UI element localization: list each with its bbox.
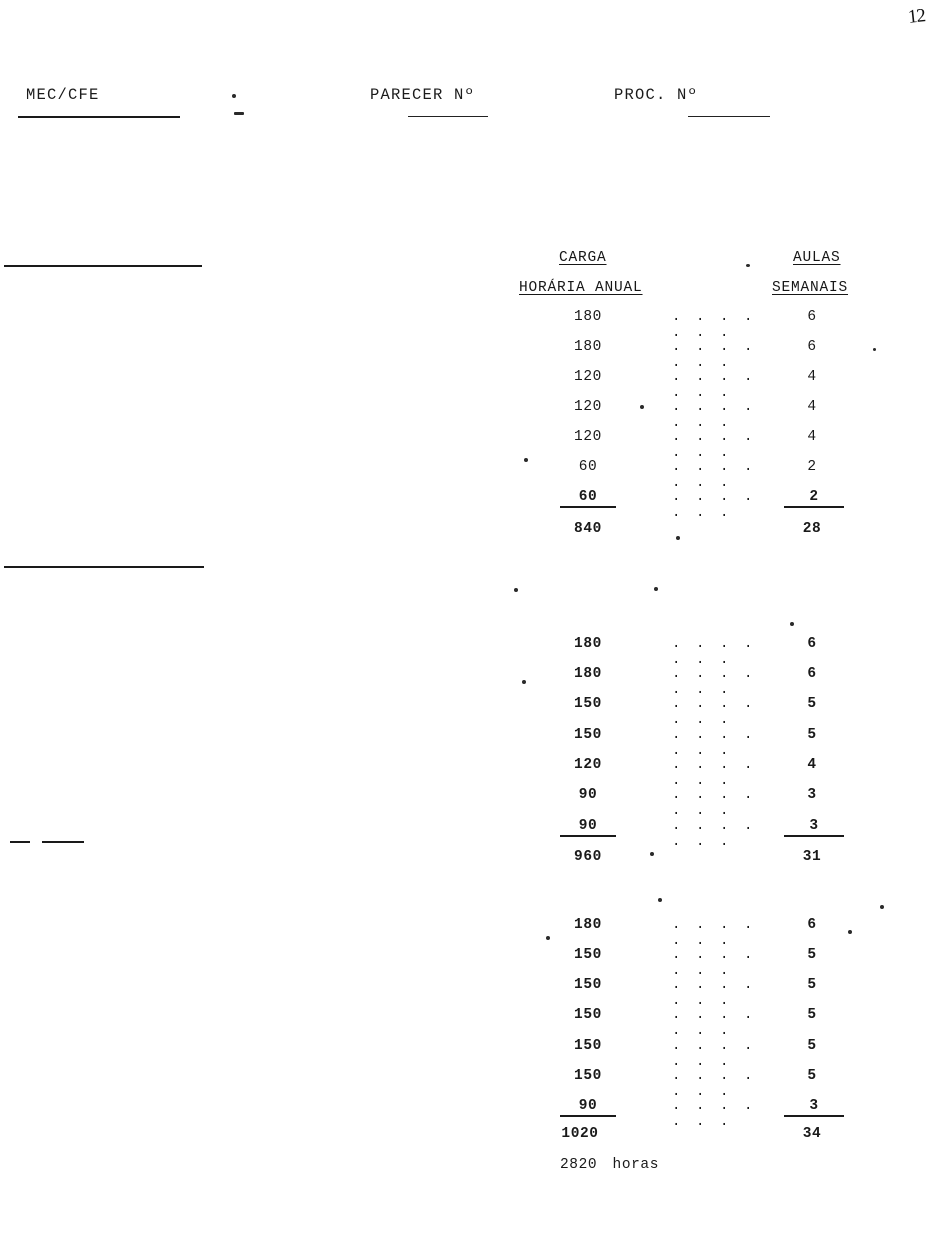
ink-speck — [658, 898, 662, 902]
margin-rule-4 — [42, 841, 84, 843]
table-row — [500, 339, 900, 371]
margin-rule-1 — [4, 265, 202, 267]
cell-hours: 90 — [578, 787, 598, 803]
cell-dots: . . . . . . . — [672, 1038, 757, 1070]
table-row — [500, 947, 900, 979]
cell-weekly: 6 — [807, 339, 817, 355]
ink-speck — [654, 587, 658, 591]
cell-dots: . . . . . . . — [672, 696, 757, 728]
cell-weekly: 5 — [807, 947, 817, 963]
cell-hours: 90 — [560, 818, 616, 837]
cell-hours: 90 — [560, 1098, 616, 1117]
cell-dots: . . . . . . . — [672, 489, 757, 521]
cell-hours: 180 — [574, 917, 602, 933]
cell-dots: . . . . . . . — [672, 399, 757, 431]
table-row — [500, 399, 900, 431]
table-row — [500, 489, 900, 521]
cell-hours: 150 — [574, 1007, 602, 1023]
header-rule-right — [688, 116, 770, 117]
cell-total-hours: 1020 — [561, 1126, 599, 1142]
cell-dots: . . . . . . . — [672, 1007, 757, 1039]
ink-speck — [514, 588, 518, 592]
header-left: MEC/CFE — [26, 86, 100, 104]
cell-hours: 150 — [574, 696, 602, 712]
ink-speck — [790, 622, 794, 626]
header-rule-center — [408, 116, 488, 117]
cell-weekly: 6 — [807, 666, 817, 682]
table-row — [500, 727, 900, 759]
table-row-total — [500, 1126, 900, 1148]
table-row — [500, 757, 900, 789]
grand-total — [560, 1157, 659, 1173]
ink-speck — [880, 905, 884, 909]
margin-rule-2 — [4, 566, 204, 568]
cell-hours: 60 — [560, 489, 616, 508]
cell-dots: . . . . . . . — [672, 666, 757, 698]
cell-dots: . . . . . . . — [672, 917, 757, 949]
table-row — [500, 459, 900, 491]
cell-weekly: 4 — [807, 757, 817, 773]
cell-dots: . . . . . . . — [672, 339, 757, 371]
cell-dots: . . . . . . . — [672, 727, 757, 759]
cell-dots: . . . . . . . — [672, 757, 757, 789]
cell-total-weekly: 34 — [802, 1126, 822, 1142]
cell-dots: . . . . . . . — [672, 369, 757, 401]
table-row — [500, 666, 900, 698]
cell-weekly: 5 — [807, 1068, 817, 1084]
cell-total-hours: 960 — [574, 849, 602, 865]
table-row — [500, 818, 900, 850]
table-row-total — [500, 521, 900, 543]
table-row — [500, 787, 900, 819]
cell-weekly: 4 — [807, 399, 817, 415]
cell-hours: 180 — [574, 309, 602, 325]
table-row — [500, 977, 900, 1009]
ink-speck — [234, 112, 244, 115]
column-header-semanais: SEMANAIS — [772, 280, 849, 296]
ink-speck — [746, 264, 750, 267]
cell-hours: 150 — [574, 727, 602, 743]
cell-hours: 150 — [574, 1068, 602, 1084]
cell-weekly: 4 — [807, 369, 817, 385]
cell-hours: 150 — [574, 947, 602, 963]
cell-weekly: 3 — [784, 818, 844, 837]
grand-total-value: 2820 — [560, 1157, 598, 1173]
cell-weekly: 4 — [807, 429, 817, 445]
cell-total-weekly: 28 — [802, 521, 822, 537]
cell-dots: . . . . . . . — [672, 947, 757, 979]
table-row — [500, 917, 900, 949]
table-row — [500, 369, 900, 401]
table-row — [500, 1007, 900, 1039]
cell-weekly: 6 — [807, 636, 817, 652]
table-row-total — [500, 849, 900, 871]
cell-hours: 120 — [574, 757, 602, 773]
table-row — [500, 1068, 900, 1100]
cell-hours: 150 — [574, 1038, 602, 1054]
cell-weekly: 2 — [807, 459, 817, 475]
ink-speck — [232, 94, 236, 98]
cell-weekly: 2 — [784, 489, 844, 508]
cell-weekly: 5 — [807, 1007, 817, 1023]
cell-hours: 120 — [574, 369, 602, 385]
cell-hours: 120 — [574, 399, 602, 415]
cell-total-weekly: 31 — [802, 849, 822, 865]
cell-dots: . . . . . . . — [672, 787, 757, 819]
table-row — [500, 1098, 900, 1130]
header-center: PARECER Nº — [370, 86, 476, 104]
cell-weekly: 3 — [807, 787, 817, 803]
cell-weekly: 6 — [807, 917, 817, 933]
table-row — [500, 309, 900, 341]
margin-rule-3 — [10, 841, 30, 843]
cell-dots: . . . . . . . — [672, 1068, 757, 1100]
table-row — [500, 696, 900, 728]
cell-hours: 180 — [574, 636, 602, 652]
grand-total-unit: horas — [612, 1157, 660, 1173]
cell-weekly: 5 — [807, 1038, 817, 1054]
cell-weekly: 6 — [807, 309, 817, 325]
cell-hours: 60 — [578, 459, 598, 475]
cell-dots: . . . . . . . — [672, 429, 757, 461]
cell-weekly: 5 — [807, 727, 817, 743]
cell-dots: . . . . . . . — [672, 818, 757, 850]
page-number: 12 — [906, 5, 926, 28]
cell-hours: 180 — [574, 339, 602, 355]
table-row — [500, 429, 900, 461]
header-rule-left — [18, 116, 180, 118]
cell-dots: . . . . . . . — [672, 636, 757, 668]
cell-total-hours: 840 — [574, 521, 602, 537]
cell-hours: 180 — [574, 666, 602, 682]
table-row — [500, 636, 900, 668]
cell-weekly: 3 — [784, 1098, 844, 1117]
cell-dots: . . . . . . . — [672, 459, 757, 491]
cell-weekly: 5 — [807, 696, 817, 712]
column-header-carga: CARGA — [559, 250, 607, 266]
cell-dots: . . . . . . . — [672, 309, 757, 341]
table-row — [500, 1038, 900, 1070]
cell-hours: 120 — [574, 429, 602, 445]
cell-dots: . . . . . . . — [672, 1098, 757, 1130]
cell-dots: . . . . . . . — [672, 977, 757, 1009]
column-header-horaria-anual: HORÁRIA ANUAL — [519, 280, 643, 296]
column-header-aulas: AULAS — [793, 250, 841, 266]
cell-weekly: 5 — [807, 977, 817, 993]
header-right: PROC. Nº — [614, 86, 699, 104]
cell-hours: 150 — [574, 977, 602, 993]
